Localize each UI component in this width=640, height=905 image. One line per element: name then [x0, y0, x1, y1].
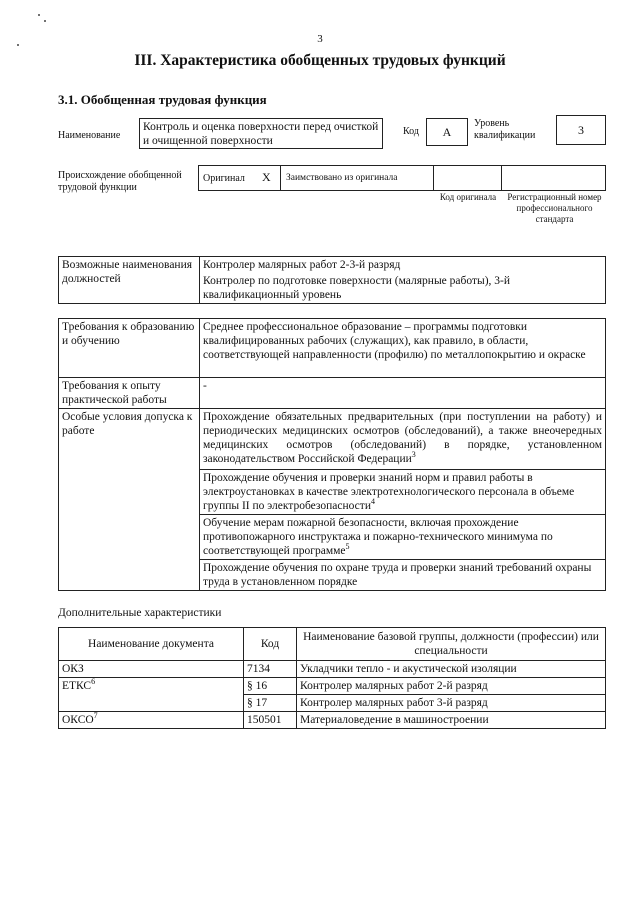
- footnote-mark: 7: [93, 711, 98, 721]
- education-value: Среднее профессиональное образование – программы подготовки квалифицированных рабочих (служащих), как правило, в области, соответствующей направленности (профилю) по металлопокрытию и окраске: [200, 319, 606, 378]
- footnote-mark: 5: [345, 542, 350, 552]
- experience-value: -: [200, 378, 606, 409]
- code-box: [426, 118, 468, 146]
- positions-label: Возможные наименования должностей: [59, 257, 200, 304]
- special-item-text: Обучение мерам пожарной безопасности, включая прохождение противопожарного инструктажа и пожарно-технического минимума по соответствующей программе: [203, 517, 553, 557]
- name-cell: Контролер малярных работ 3-й разряд: [297, 695, 606, 712]
- section-title: III. Характеристика обобщенных трудовых функций: [134, 52, 506, 69]
- col-name-header: Наименование базовой группы, должности (профессии) или специальности: [297, 628, 606, 661]
- level-value: 3: [578, 123, 584, 137]
- code-cell: 150501: [244, 712, 297, 729]
- subsection-title: 3.1. Обобщенная трудовая функция: [58, 92, 267, 107]
- doc-cell: [59, 661, 244, 678]
- doc-name: ОКЗ: [62, 663, 84, 675]
- special-label: Особые условия допуска к работе: [59, 409, 200, 591]
- code-label: Код: [403, 126, 419, 137]
- education-label: Требования к образованию и обучению: [59, 319, 200, 378]
- footnote-mark: 4: [370, 497, 375, 507]
- footnote-mark: 6: [91, 677, 96, 687]
- level-label: Уровень квалификации: [474, 118, 536, 141]
- original-cell: [198, 165, 281, 191]
- table-row: [59, 678, 606, 695]
- special-item: [200, 470, 606, 515]
- special-item-text: Прохождение обучения и проверки знаний норм и правил работы в электроустановках в качестве электротехнологического персонала в объеме группы II по электробезопасности: [203, 472, 575, 512]
- original-label: Оригинал: [203, 173, 245, 184]
- positions-table: [58, 256, 606, 304]
- origin-label: Происхождение обобщенной трудовой функции: [58, 170, 182, 193]
- doc-name: ОКСО: [62, 714, 94, 726]
- special-item-text: Прохождение обучения по охране труда и проверки знаний требований охраны труда в установленном порядке: [203, 562, 592, 588]
- code-value: А: [442, 125, 452, 139]
- name-cell: Контролер малярных работ 2-й разряд: [297, 678, 606, 695]
- scan-speck: [44, 20, 46, 22]
- name-label: Наименование: [58, 130, 121, 141]
- doc-cell: [59, 712, 244, 729]
- special-item: [200, 515, 606, 560]
- experience-label: Требования к опыту практической работы: [59, 378, 200, 409]
- original-mark: X: [262, 170, 271, 184]
- special-item: [200, 560, 606, 591]
- page-number: 3: [317, 33, 323, 45]
- requirements-table: [58, 318, 606, 591]
- borrowed-label: Заимствовано из оригинала: [286, 173, 398, 183]
- origin-code-caption: Код оригинала: [439, 192, 497, 202]
- borrowed-cell: [281, 165, 434, 191]
- col-doc-header: Наименование документа: [59, 628, 244, 661]
- doc-name: ЕТКС: [62, 680, 92, 692]
- col-code-header: Код: [244, 628, 297, 661]
- footnote-mark: 3: [411, 450, 416, 460]
- origin-code-cell: [434, 165, 502, 191]
- name-cell: Укладчики тепло - и акустической изоляции: [297, 661, 606, 678]
- code-cell: 7134: [244, 661, 297, 678]
- special-item: [200, 409, 606, 470]
- position-item: Контролер по подготовке поверхности (малярные работы), 3-й квалификационный уровень: [200, 273, 606, 304]
- code-cell: § 17: [244, 695, 297, 712]
- scan-speck: [38, 14, 40, 16]
- special-item-text: Прохождение обязательных предварительных (при поступлении на работу) и периодических медицинских осмотров (обследований), а также внеочередных медицинских осмотров (обследований) в порядке, установленном законодательством Российской Федерации: [203, 411, 602, 465]
- position-item: Контролер малярных работ 2-3-й разряд: [200, 257, 606, 274]
- function-name: Контроль и оценка поверхности перед очисткой и очищенной поверхности: [143, 121, 379, 147]
- additional-table: [58, 627, 606, 729]
- table-row: [59, 661, 606, 678]
- doc-cell: [59, 678, 244, 712]
- level-box: [556, 115, 606, 145]
- additional-heading: Дополнительные характеристики: [58, 607, 222, 619]
- code-cell: § 16: [244, 678, 297, 695]
- name-cell: Материаловедение в машиностроении: [297, 712, 606, 729]
- function-name-box: [139, 118, 383, 149]
- table-row: [59, 712, 606, 729]
- registration-caption: Регистрационный номер профессионального стандарта: [507, 192, 602, 224]
